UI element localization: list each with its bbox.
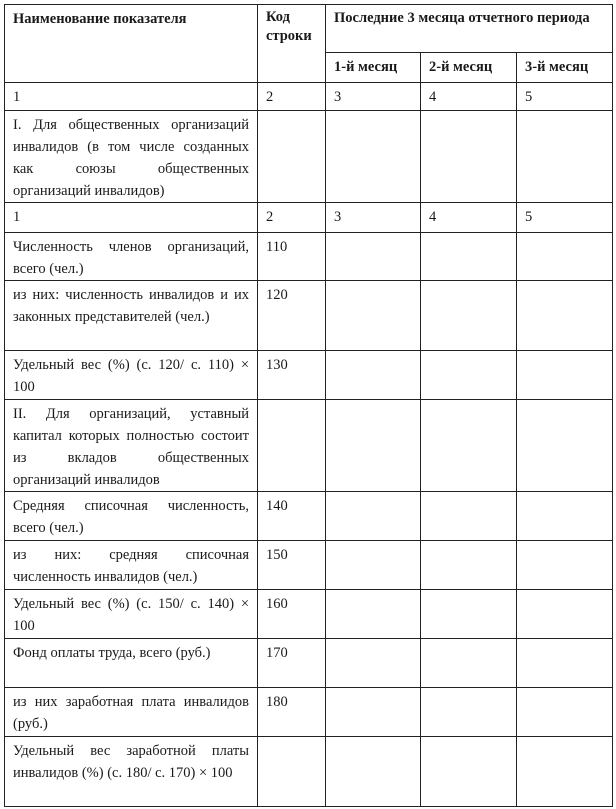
table-row <box>5 111 613 203</box>
row-name: Удельный вес (%) (с. 120/ с. 110) × 100 <box>5 351 258 400</box>
row-code: 160 <box>258 590 326 639</box>
month-value-cell[interactable] <box>517 688 613 737</box>
month-value-cell[interactable] <box>517 590 613 639</box>
month-value-cell[interactable] <box>421 590 517 639</box>
table-row <box>5 590 613 639</box>
month-value-cell[interactable] <box>421 492 517 541</box>
row-name: I. Для общественных организаций инвалидов (в том числе созданных как союзы общественных организаций инвалидов) <box>5 111 258 203</box>
month-value-cell[interactable] <box>517 737 613 807</box>
header-month-1: 1-й месяц <box>326 53 421 83</box>
row-name: из них заработная плата инвалидов (руб.) <box>5 688 258 737</box>
table-row <box>5 233 613 281</box>
month-value-cell[interactable] <box>326 541 421 590</box>
month-value-cell[interactable] <box>326 590 421 639</box>
month-value-cell[interactable] <box>421 400 517 492</box>
month-value-cell[interactable] <box>421 688 517 737</box>
row-name: из них: средняя списочная численность инвалидов (чел.) <box>5 541 258 590</box>
month-value-cell[interactable] <box>517 281 613 351</box>
month-value-cell[interactable] <box>326 400 421 492</box>
numbering-row <box>5 83 613 111</box>
month-value-cell[interactable] <box>326 281 421 351</box>
month-value-cell[interactable] <box>326 233 421 281</box>
row-code: 110 <box>258 233 326 281</box>
num-5: 5 <box>517 203 613 233</box>
table-row <box>5 541 613 590</box>
table-row <box>5 400 613 492</box>
table-row <box>5 492 613 541</box>
row-code: 120 <box>258 281 326 351</box>
header-month-2: 2-й месяц <box>421 53 517 83</box>
row-name: Фонд оплаты труда, всего (руб.) <box>5 639 258 688</box>
report-table <box>4 4 613 807</box>
num-4: 4 <box>421 203 517 233</box>
num-2: 2 <box>258 203 326 233</box>
header-period: Последние 3 месяца отчетного периода <box>326 5 613 53</box>
table-row <box>5 639 613 688</box>
num-3: 3 <box>326 83 421 111</box>
row-code <box>258 737 326 807</box>
row-name: Численность членов организаций, всего (чел.) <box>5 233 258 281</box>
table-row <box>5 281 613 351</box>
row-name: Средняя списочная численность, всего (чел.) <box>5 492 258 541</box>
table-row <box>5 351 613 400</box>
row-code: 170 <box>258 639 326 688</box>
row-code <box>258 111 326 203</box>
row-code <box>258 400 326 492</box>
month-value-cell[interactable] <box>326 111 421 203</box>
month-value-cell[interactable] <box>421 639 517 688</box>
month-value-cell[interactable] <box>326 351 421 400</box>
num-1: 1 <box>5 83 258 111</box>
num-4: 4 <box>421 83 517 111</box>
num-3: 3 <box>326 203 421 233</box>
month-value-cell[interactable] <box>517 400 613 492</box>
month-value-cell[interactable] <box>517 111 613 203</box>
table-row <box>5 203 613 233</box>
row-name: из них: численность инвалидов и их законных представителей (чел.) <box>5 281 258 351</box>
month-value-cell[interactable] <box>421 737 517 807</box>
header-month-3: 3-й месяц <box>517 53 613 83</box>
month-value-cell[interactable] <box>517 351 613 400</box>
num-1: 1 <box>5 203 258 233</box>
table-row <box>5 688 613 737</box>
row-name: Удельный вес заработной платы инвалидов (%) (с. 180/ с. 170) × 100 <box>5 737 258 807</box>
num-2: 2 <box>258 83 326 111</box>
month-value-cell[interactable] <box>421 281 517 351</box>
row-code: 130 <box>258 351 326 400</box>
row-name: Удельный вес (%) (с. 150/ с. 140) × 100 <box>5 590 258 639</box>
row-name: II. Для организаций, уставный капитал которых полностью состоит из вкладов общественных организаций инвалидов <box>5 400 258 492</box>
month-value-cell[interactable] <box>421 111 517 203</box>
month-value-cell[interactable] <box>517 639 613 688</box>
row-code: 140 <box>258 492 326 541</box>
month-value-cell[interactable] <box>421 541 517 590</box>
row-code: 150 <box>258 541 326 590</box>
month-value-cell[interactable] <box>326 688 421 737</box>
row-code: 180 <box>258 688 326 737</box>
header-name: Наименование показателя <box>5 5 258 83</box>
month-value-cell[interactable] <box>517 492 613 541</box>
table-row <box>5 737 613 807</box>
month-value-cell[interactable] <box>326 639 421 688</box>
month-value-cell[interactable] <box>421 351 517 400</box>
num-5: 5 <box>517 83 613 111</box>
month-value-cell[interactable] <box>326 737 421 807</box>
month-value-cell[interactable] <box>517 541 613 590</box>
month-value-cell[interactable] <box>517 233 613 281</box>
header-code: Код строки <box>258 5 326 83</box>
month-value-cell[interactable] <box>326 492 421 541</box>
month-value-cell[interactable] <box>421 233 517 281</box>
